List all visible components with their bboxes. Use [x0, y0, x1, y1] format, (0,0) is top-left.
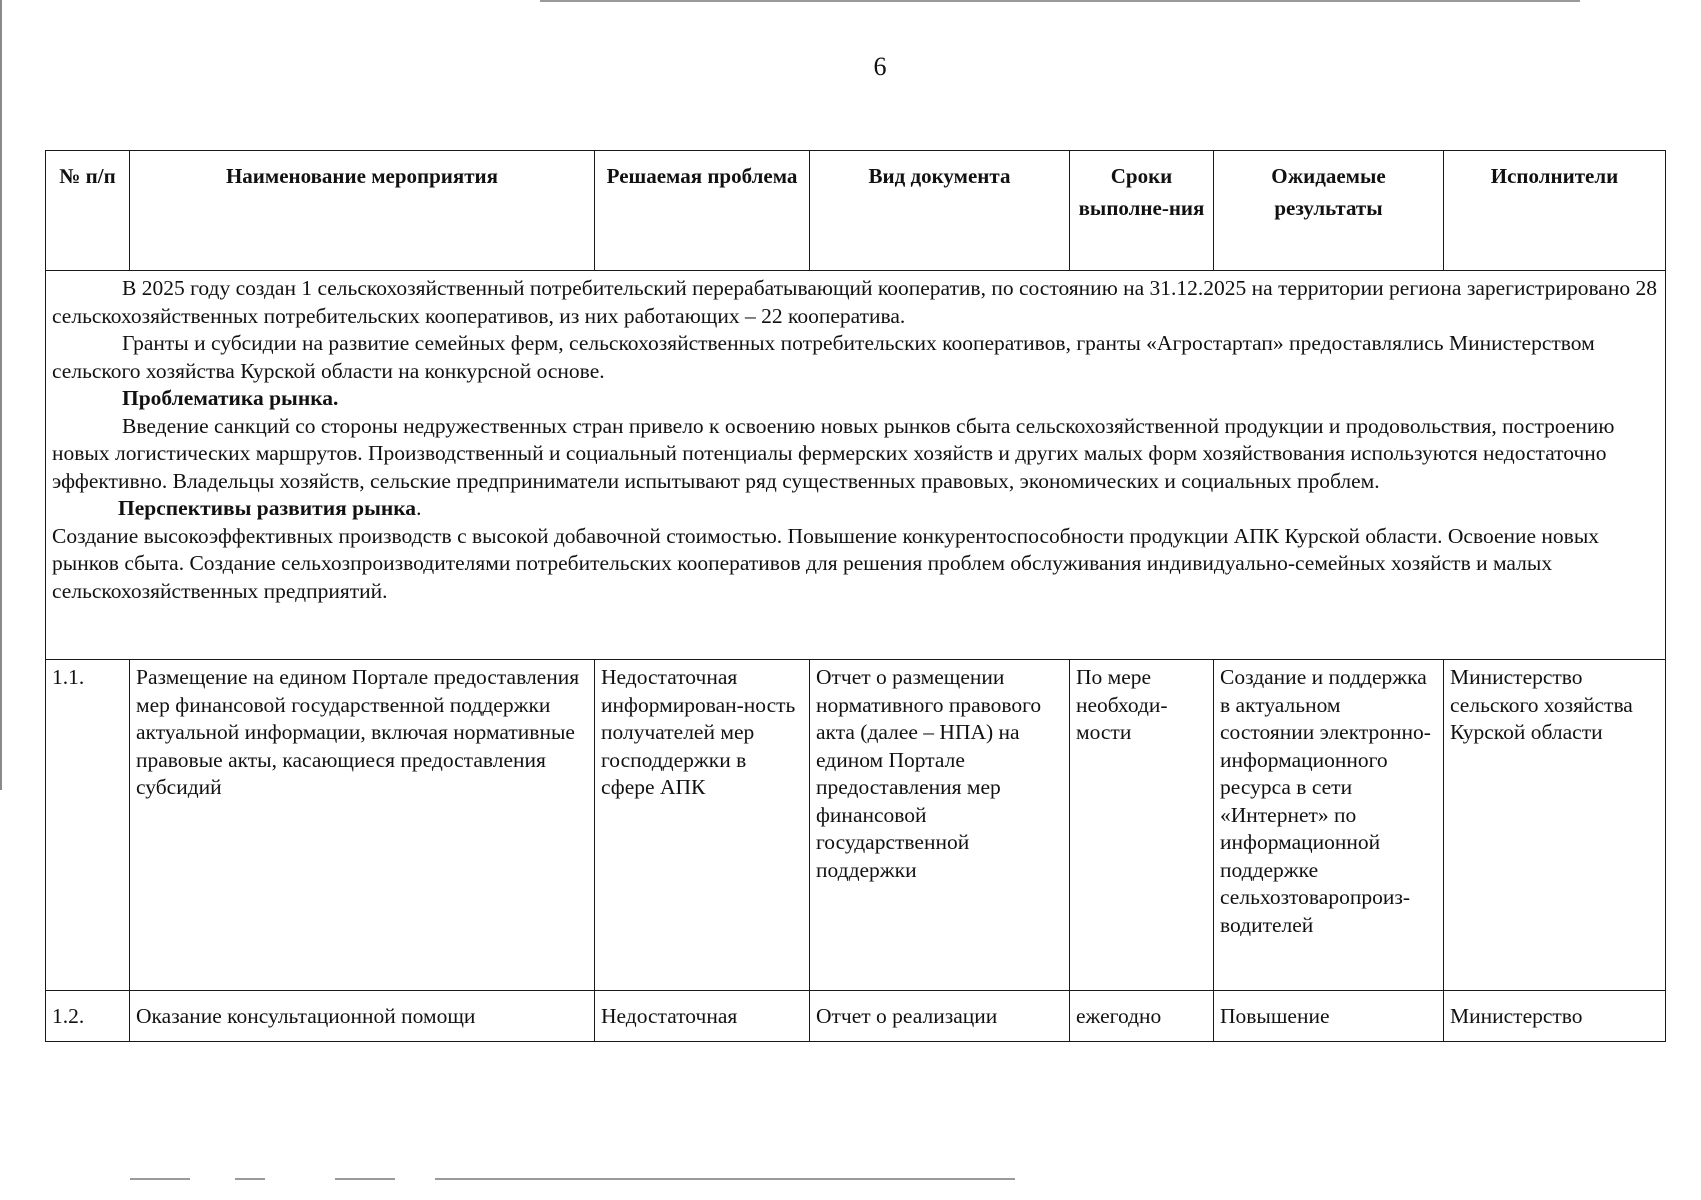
- header-document: Вид документа: [810, 151, 1070, 271]
- intro-paragraph: Гранты и субсидии на развитие семейных ферм, сельскохозяйственных потребительских кооперативов, гранты «Агростартап» предоставлялись Министерством сельского хозяйства Курской области на конкурсной основе.: [52, 331, 1595, 383]
- cell-name: Оказание консультационной помощи: [130, 991, 595, 1042]
- cell-document: Отчет о реализации: [810, 991, 1070, 1042]
- header-name: Наименование мероприятия: [130, 151, 595, 271]
- scan-bottom-line: [235, 1178, 265, 1180]
- scan-bottom-line: [435, 1178, 1015, 1180]
- scan-bottom-line: [130, 1178, 190, 1180]
- intro-cell: [46, 271, 1666, 660]
- table-row: [46, 660, 1666, 991]
- cell-document: Отчет о размещении нормативного правового акта (далее – НПА) на едином Портале предоставления мер финансовой государственной поддержки: [810, 660, 1070, 991]
- cell-executors: Министерство сельского хозяйства Курской области: [1444, 660, 1666, 991]
- header-problem: Решаемая проблема: [595, 151, 810, 271]
- intro-row: [46, 271, 1666, 660]
- intro-paragraph: Создание высокоэффективных производств с высокой добавочной стоимостью. Повышение конкурентоспособности продукции АПК Курской области. Освоение новых рынков сбыта. Создание сельхозпроизводителями потребительских кооперативов для решения проблем обслуживания индивидуально-семейных хозяйств и малых сельскохозяйственных предприятий.: [52, 523, 1600, 603]
- section-heading-suffix: .: [416, 496, 422, 521]
- scan-edge-line: [0, 0, 2, 790]
- cell-problem: Недостаточная информирован-ность получателей мер господдержки в сфере АПК: [595, 660, 810, 991]
- cell-executors: Министерство: [1444, 991, 1666, 1042]
- table-header-row: [46, 151, 1666, 271]
- scan-top-line: [540, 0, 1580, 2]
- measures-table: [45, 150, 1666, 1042]
- page-number: 6: [873, 52, 887, 81]
- section-heading-container: [52, 495, 1659, 523]
- cell-number: 1.1.: [46, 660, 130, 991]
- section-heading: Перспективы развития рынка: [118, 496, 417, 521]
- header-results: Ожидаемые результаты: [1214, 151, 1444, 271]
- header-deadline: Сроки выполне-ния: [1070, 151, 1214, 271]
- cell-results: Повышение: [1214, 991, 1444, 1042]
- cell-problem: Недостаточная: [595, 991, 810, 1042]
- intro-paragraph: Введение санкций со стороны недружественных стран привело к освоению новых рынков сбыта сельскохозяйственной продукции и продовольствия, построению новых логистических маршрутов. Производственный и социальный потенциалы фермерских хозяйств и других малых форм хозяйствования используются недостаточно эффективно. Владельцы хозяйств, сельские предприниматели испытывают ряд существенных правовых, экономических и социальных проблем.: [52, 413, 1615, 493]
- scan-bottom-line: [335, 1178, 395, 1180]
- section-heading: Проблематика рынка.: [122, 386, 339, 411]
- cell-name: Размещение на едином Портале предоставления мер финансовой государственной поддержки актуальной информации, включая нормативные правовые акты, касающиеся предоставления субсидий: [130, 660, 595, 991]
- cell-deadline: По мере необходи-мости: [1070, 660, 1214, 991]
- header-executors: Исполнители: [1444, 151, 1666, 271]
- table-row: [46, 991, 1666, 1042]
- cell-results: Создание и поддержка в актуальном состоянии электронно-информационного ресурса в сети «Интернет» по информационной поддержке сельхозтоваропроиз-водителей: [1214, 660, 1444, 991]
- intro-paragraph: В 2025 году создан 1 сельскохозяйственный потребительский перерабатывающий кооператив, по состоянию на 31.12.2025 на территории региона зарегистрировано 28 сельскохозяйственных потребительских кооперативов, из них работающих – 22 кооператива.: [52, 276, 1657, 328]
- header-number: № п/п: [46, 151, 130, 271]
- cell-number: 1.2.: [46, 991, 130, 1042]
- cell-deadline: ежегодно: [1070, 991, 1214, 1042]
